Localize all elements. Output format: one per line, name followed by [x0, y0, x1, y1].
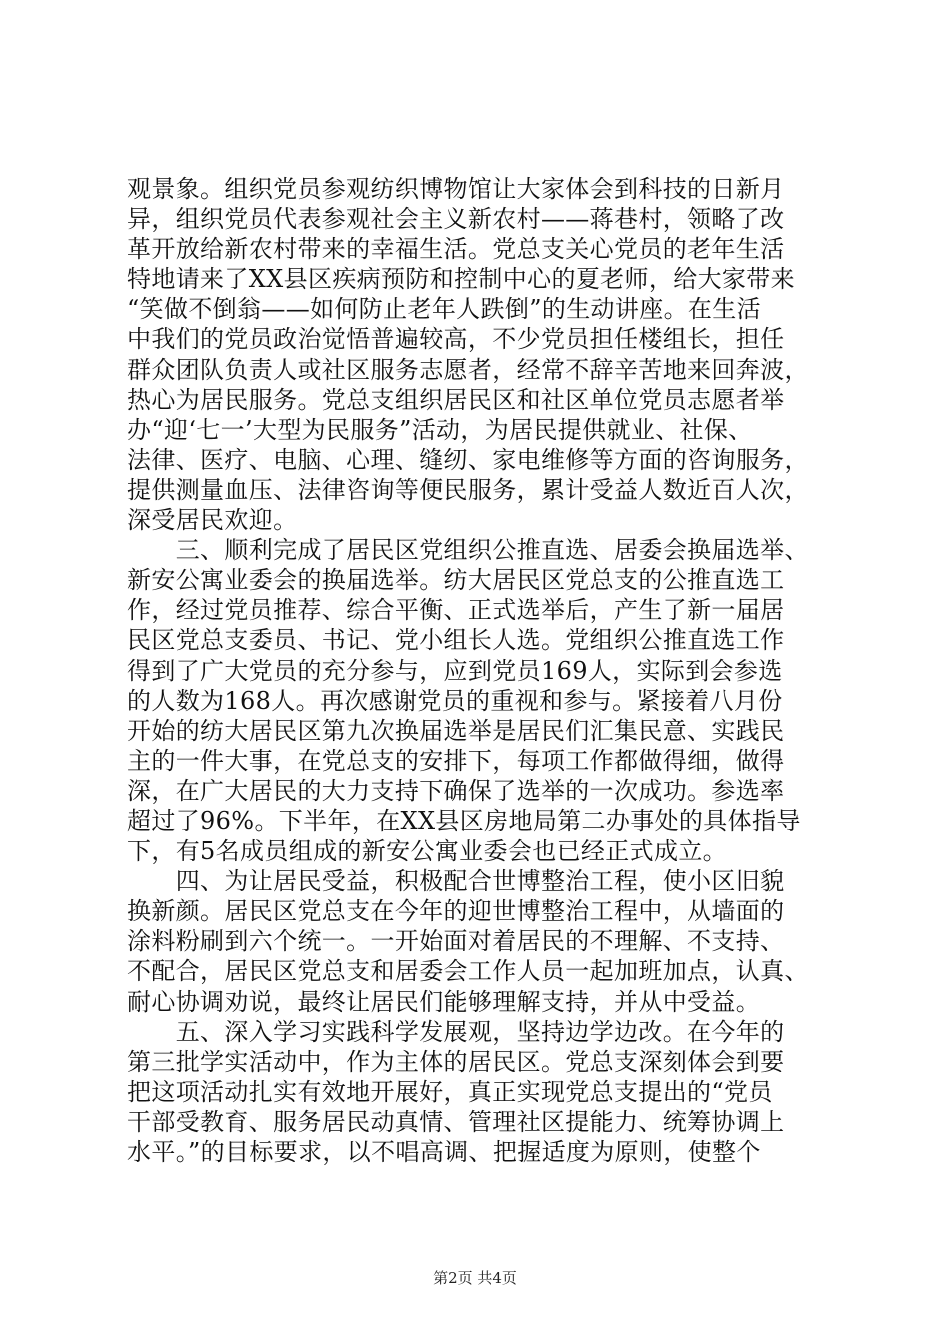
text-line: 超过了96%。下半年，在XX县区房地局第二办事处的具体指导 [127, 806, 801, 835]
text-line: “笑做不倒翁——如何防止老年人跌倒”的生动讲座。在生活 [127, 295, 761, 324]
text-line: 新安公寓业委会的换届选举。纺大居民区党总支的公推直选工 [127, 566, 785, 595]
text-line: 下，有5名成员组成的新安公寓业委会也已经正式成立。 [127, 837, 728, 866]
page-footer: 第2页 共4页 [433, 1269, 517, 1287]
text-line: 干部受教育、服务居民动真情、管理社区提能力、统筹协调上 [127, 1107, 785, 1136]
text-line: 民区党总支委员、书记、党小组长人选。党组织公推直选工作 [127, 626, 785, 655]
text-line: 把这项活动扎实有效地开展好，真正实现党总支提出的“党员 [127, 1077, 773, 1106]
text-line: 特地请来了XX县区疾病预防和控制中心的夏老师，给大家带来 [127, 265, 795, 294]
text-line: 涂料粉刷到六个统一。一开始面对着居民的不理解、不支持、 [127, 927, 785, 956]
text-line: 深受居民欢迎。 [127, 506, 298, 535]
text-line: 主的一件大事，在党总支的安排下，每项工作都做得细，做得 [127, 746, 785, 775]
body-text [127, 174, 831, 1167]
text-line: 第三批学实活动中，作为主体的居民区。党总支深刻体会到要 [127, 1047, 785, 1076]
text-line: 热心为居民服务。党总支组织居民区和社区单位党员志愿者举 [127, 385, 785, 414]
text-line: 的人数为168人。再次感谢党员的重视和参与。紧接着八月份 [127, 686, 783, 715]
text-line: 深，在广大居民的大力支持下确保了选举的一次成功。参选率 [127, 776, 785, 805]
text-line: 得到了广大党员的充分参与，应到党员169人，实际到会参选 [127, 656, 783, 685]
text-line: 耐心协调劝说，最终让居民们能够理解支持，并从中受益。 [127, 987, 761, 1016]
text-line: 开始的纺大居民区第九次换届选举是居民们汇集民意、实践民 [127, 716, 785, 745]
text-line: 三、顺利完成了居民区党组织公推直选、居委会换届选举、 [127, 536, 809, 565]
text-line: 办“迎‘七一’大型为民服务”活动，为居民提供就业、社保、 [127, 415, 753, 444]
text-line: 作，经过党员推荐、综合平衡、正式选举后，产生了新一届居 [127, 596, 785, 625]
text-line: 群众团队负责人或社区服务志愿者，经常不辞辛苦地来回奔波， [127, 355, 809, 384]
text-line: 中我们的党员政治觉悟普遍较高，不少党员担任楼组长，担任 [127, 325, 785, 354]
text-line: 五、深入学习实践科学发展观，坚持边学边改。在今年的 [127, 1017, 785, 1046]
text-line: 异，组织党员代表参观社会主义新农村——蒋巷村，领略了改 [127, 205, 785, 234]
text-line: 法律、医疗、电脑、心理、缝纫、家电维修等方面的咨询服务， [127, 445, 809, 474]
text-line: 革开放给新农村带来的幸福生活。党总支关心党员的老年生活 [127, 235, 785, 264]
text-line: 四、为让居民受益，积极配合世博整治工程，使小区旧貌 [127, 867, 785, 896]
text-line: 换新颜。居民区党总支在今年的迎世博整治工程中，从墙面的 [127, 897, 785, 926]
text-line: 观景象。组织党员参观纺织博物馆让大家体会到科技的日新月 [127, 175, 785, 203]
text-line: 提供测量血压、法律咨询等便民服务，累计受益人数近百人次， [127, 475, 809, 504]
text-line: 水平。”的目标要求，以不唱高调、把握适度为原则，使整个 [127, 1138, 761, 1166]
text-line: 不配合，居民区党总支和居委会工作人员一起加班加点，认真、 [127, 957, 809, 986]
